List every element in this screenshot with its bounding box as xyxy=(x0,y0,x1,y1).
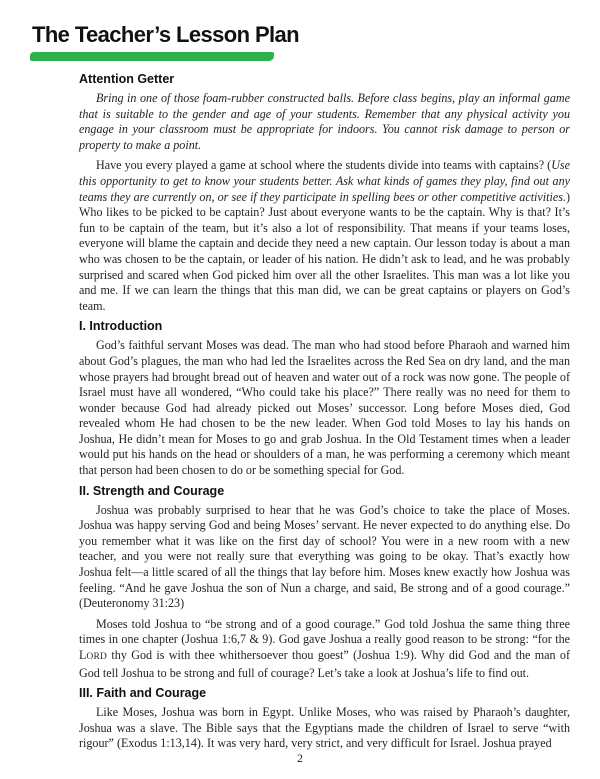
faith-paragraph: Like Moses, Joshua was born in Egypt. Unlike Moses, who was raised by Pharaoh’s daughter, Joshua was a slave. The Bible says that the Egyptians made the children of Israel to serve “with rigour” (Exodus 1:13,14). It was very hard, very strict, and very difficult for Israel. Joshua prayed xyxy=(79,705,570,751)
heading-faith-courage: III. Faith and Courage xyxy=(79,686,207,701)
title-underline-brush xyxy=(30,52,274,61)
heading-strength-courage: II. Strength and Courage xyxy=(79,483,225,498)
strength-paragraph-1: Joshua was probably surprised to hear that he was God’s choice to take the place of Moses. Joshua was happy serving God and being Moses’ servant. He never expected to do anything else. Do you remember what it was like on the first day of school? You were in a new room with a new teacher, and you were not really sure that everything was going to be okay. That’s exactly how Joshua felt—a little scared of all the things that lay before him. Moses knew exactly how Joshua was feeling. “And he gave Joshua the son of Nun a charge, and said, Be strong and of a good courage.” (Deuteronomy 31:23) xyxy=(79,502,570,611)
attention-getter-instructions: Bring in one of those foam-rubber constructed balls. Before class begins, play an informal game that is suitable to the gender and age of your students. Remember that any physical activity you engage in your classroom must be appropriate for indoors. You cannot risk damage to person or property to make a point. xyxy=(79,91,570,152)
attention-getter-paragraph: Have you every played a game at school where the students divide into teams with captains? (Use this opportunity to get to know your students better. Ask what kinds of games they play, find out any teams they are currently on, or see if they participate in spelling bees or other competitive activities.) Who likes to be picked to be captain? Just about everyone wants to be the captain. Why is that? It’s fun to be captain of the team, but it’s also a lot of responsibility. That means if your teams loses, everyone will blame the captain and decide they need a new captain. Our lesson today is about a man who was chosen to be the captain, or leader of his nation. He didn’t ask to lead, and he was probably surprised and scared when God picked him over all the other Israelites. This man was a lot like you and me. If we can learn the things that this man did, we can be great captains or players on God’s team. xyxy=(79,158,570,313)
introduction-paragraph: God’s faithful servant Moses was dead. The man who had stood before Pharaoh and warned him about God’s plagues, the man who had led the Israelites across the Red Sea on dry land, and the man whose prayers had brought bread out of heaven and water out of a rock was now gone. The people of Israel must have all wondered, “Who could take his place?” There really was no need for them to wonder because God had already picked out Moses’ successor. Long before Moses died, God revealed whom He had chosen to be the new leader. When God told Moses to lay his hands on Joshua, He didn’t mean for Moses to go and grab Joshua. In the Old Testament times when a leader would put his hands on the head or shoulders of a man, he was performing a ceremony which meant that person had been chosen to do or be something special for God. xyxy=(79,338,570,478)
page-title: The Teacher’s Lesson Plan xyxy=(32,22,300,47)
heading-introduction: I. Introduction xyxy=(79,319,163,334)
page-number: 2 xyxy=(297,751,303,765)
strength-paragraph-2: Moses told Joshua to “be strong and of a good courage.” God told Joshua the same thing three times in one chapter (Joshua 1:6,7 & 9). God gave Joshua a really good reason to be strong: “for the LORD thy God is with thee whithersoever thou goest” (Joshua 1:9). Why did God and the man of God tell Joshua to be strong and full of courage? Let’s take a look at Joshua’s life to find out. xyxy=(79,616,570,680)
heading-attention-getter: Attention Getter xyxy=(79,72,175,86)
teacher-note: Use this opportunity to get to know your students better. Ask what kinds of games they play, find out any teams they are currently on, or see if they participate in spelling bees or other competitive activities. xyxy=(79,158,570,204)
lesson-body xyxy=(79,72,570,757)
